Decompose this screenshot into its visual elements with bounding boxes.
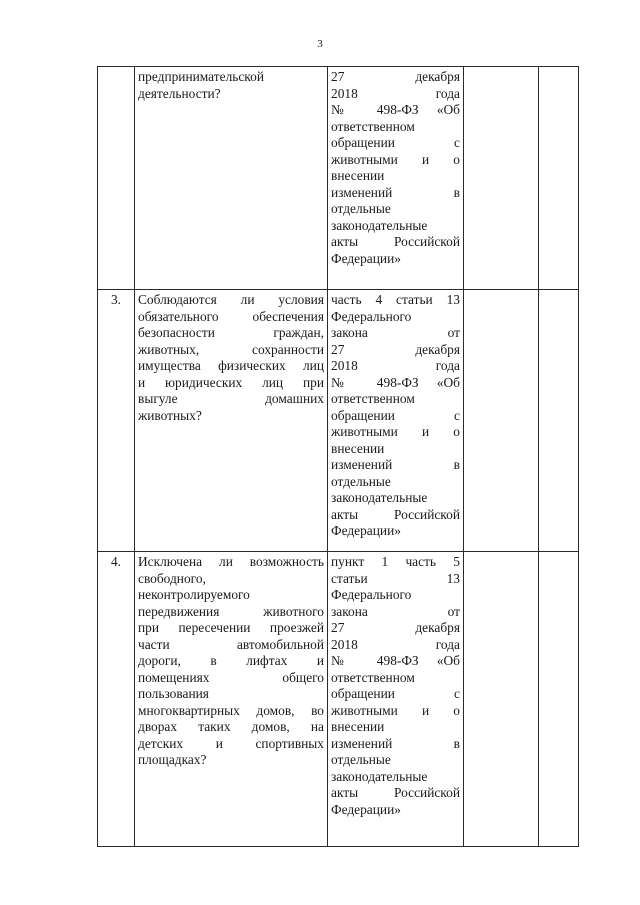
text-line: неконтролируемого (138, 587, 250, 602)
text-line: 27 декабря (331, 341, 460, 357)
text-line: изменений в (331, 457, 460, 472)
question-cell (135, 552, 328, 847)
text-line: предпринимательской (138, 69, 264, 84)
text-line: внесении (331, 440, 385, 456)
text-line: акты Российской (331, 785, 460, 800)
text-line: животными и о (331, 702, 460, 718)
text-line: ответственном (331, 118, 415, 134)
text-line: части автомобильной (138, 636, 324, 652)
legal-reference-cell (328, 290, 464, 552)
text-line: закона от (331, 603, 460, 619)
text-line: Федерального (331, 308, 412, 324)
text-line: и юридических лиц при (138, 374, 324, 390)
text-line: внесении (331, 168, 385, 183)
row-number-cell: 3. (98, 290, 135, 552)
text-line: ответственном (331, 669, 415, 685)
legal-reference-cell (328, 552, 464, 847)
question-cell (135, 290, 328, 552)
text-line: обязательного обеспечения (138, 308, 324, 324)
text-line: закона от (331, 325, 460, 340)
text-line: № 498-ФЗ «Об (331, 653, 460, 668)
text-line: площадках? (138, 752, 207, 767)
note-cell (539, 290, 579, 552)
text-line: безопасности граждан, (138, 325, 324, 340)
text-line: имущества физических лиц (138, 358, 324, 373)
text-line: отдельные (331, 752, 391, 767)
text-line: многоквартирных домов, во (138, 702, 324, 718)
text-line: статьи 13 (331, 570, 460, 586)
text-line: часть 4 статьи 13 (331, 292, 460, 307)
note-cell (539, 552, 579, 847)
text-line: изменений в (331, 735, 460, 751)
text-line: 27 декабря (331, 620, 460, 635)
page-number: 3 (317, 38, 323, 50)
answer-cell (464, 67, 539, 290)
text-line: ответственном (331, 391, 415, 406)
text-line: 2018 года (331, 358, 460, 373)
text-line: 27 декабря (331, 69, 460, 84)
table-row (98, 552, 579, 847)
text-line: помещениях общего (138, 669, 324, 685)
text-line: животных, сохранности (138, 341, 324, 357)
text-line: детских и спортивных (138, 735, 324, 751)
answer-cell (464, 290, 539, 552)
text-line: законодательные (331, 490, 428, 505)
text-line: 2018 года (331, 85, 460, 101)
question-cell (135, 67, 328, 290)
text-line: изменений в (331, 184, 460, 200)
text-line: при пересечении проезжей (138, 620, 324, 635)
text-line: акты Российской (331, 234, 460, 249)
text-line: Соблюдаются ли условия (138, 292, 324, 307)
text-line: Федерации» (331, 523, 401, 538)
legal-reference-cell (328, 67, 464, 290)
text-line: № 498-ФЗ «Об (331, 374, 460, 390)
table-row (98, 290, 579, 552)
row-number-cell (98, 67, 135, 290)
text-line: № 498-ФЗ «Об (331, 102, 460, 117)
text-line: обращении с (331, 135, 460, 150)
text-line: деятельности? (138, 85, 221, 101)
text-line: свободного, (138, 570, 206, 586)
note-cell (539, 67, 579, 290)
text-line: передвижения животного (138, 603, 324, 619)
table-row (98, 67, 579, 290)
text-line: Исключена ли возможность (138, 554, 324, 569)
text-line: отдельные (331, 201, 391, 216)
text-line: обращении с (331, 686, 460, 701)
text-line: законодательные (331, 768, 428, 784)
text-line: дороги, в лифтах и (138, 653, 324, 668)
text-line: выгуле домашних (138, 391, 324, 406)
text-line: пользования (138, 686, 209, 701)
answer-cell (464, 552, 539, 847)
text-line: пункт 1 часть 5 (331, 554, 460, 569)
text-line: акты Российской (331, 506, 460, 522)
text-line: животными и о (331, 151, 460, 167)
text-line: законодательные (331, 217, 428, 233)
text-line: 2018 года (331, 636, 460, 652)
text-line: Федерации» (331, 801, 401, 817)
text-line: обращении с (331, 407, 460, 423)
text-line: Федерации» (331, 250, 401, 266)
text-line: внесении (331, 719, 385, 734)
text-line: Федерального (331, 587, 412, 602)
row-number-cell: 4. (98, 552, 135, 847)
text-line: животных? (138, 407, 202, 423)
text-line: дворах таких домов, на (138, 719, 324, 734)
text-line: отдельные (331, 473, 391, 489)
text-line: животными и о (331, 424, 460, 439)
checklist-table (97, 66, 579, 847)
